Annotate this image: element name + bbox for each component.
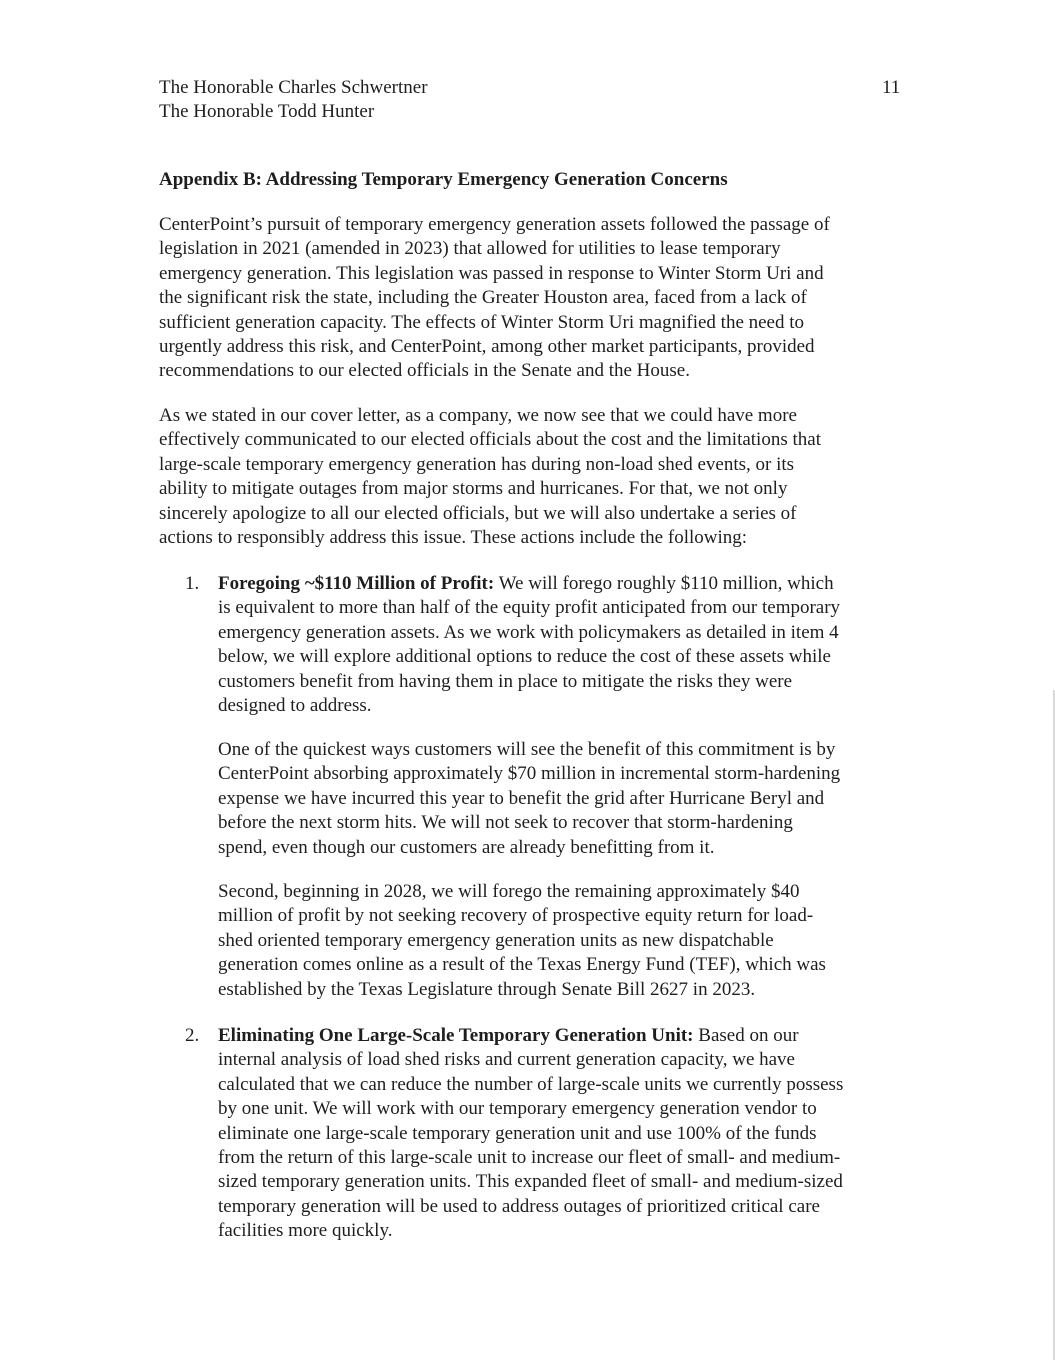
text-line: effectively communicated to our elected officials about the cost and the limitations that [159,429,821,451]
paragraph-background [159,213,899,384]
text-line: spend, even though our customers are already benefitting from it. [218,836,715,858]
text-line: internal analysis of load shed risks and current generation capacity, we have [218,1049,795,1071]
list-number: 2. [185,1025,200,1046]
text-line: million of profit by not seeking recovery of prospective equity return for load- [218,905,814,927]
text-line: ability to mitigate outages from major storms and hurricanes. For that, we not only [159,478,788,500]
text-line: shed oriented temporary emergency generation units as new dispatchable [218,929,774,951]
text-line: before the next storm hits. We will not seek to recover that storm-hardening [218,812,793,834]
text-line: below, we will explore additional options to reduce the cost of these assets while [218,646,831,668]
text-line: large-scale temporary emergency generation has during non-load shed events, or its [159,453,795,475]
text-line: from the return of this large-scale unit to increase our fleet of small- and medium- [218,1147,841,1169]
text-line: eliminate one large-scale temporary generation unit and use 100% of the funds [218,1122,817,1144]
appendix-heading: Appendix B: Addressing Temporary Emergency Generation Concerns [159,169,728,190]
text-line: As we stated in our cover letter, as a company, we now see that we could have more [159,405,797,426]
addressee-line: The Honorable Todd Hunter [159,101,375,122]
text-line: designed to address. [218,695,372,717]
page-number: 11 [882,77,901,98]
text-line: expense we have incurred this year to benefit the grid after Hurricane Beryl and [218,787,825,809]
list-item-title: Eliminating One Large-Scale Temporary Generation Unit: [218,1025,694,1046]
text-line: generation comes online as a result of the Texas Energy Fund (TEF), which was [218,954,826,976]
text-line [218,1024,908,1048]
text-line: urgently address this risk, and CenterPoint, among other market participants, provided [159,336,815,358]
text-line: sufficient generation capacity. The effects of Winter Storm Uri magnified the need to [159,311,805,333]
paragraph-apology [159,404,899,550]
list-item-title: Foregoing ~$110 Million of Profit: [218,573,495,594]
text-line: legislation in 2021 (amended in 2023) that allowed for utilities to lease temporary [159,238,781,260]
text-line: actions to responsibly address this issue. These actions include the following: [159,527,748,549]
text-line: calculated that we can reduce the number of large-scale units we currently possess [218,1073,844,1095]
text-line: customers benefit from having them in place to mitigate the risks they were [218,670,793,692]
text-line: established by the Texas Legislature through Senate Bill 2627 in 2023. [218,978,756,1000]
text-run: Based on our [693,1025,799,1046]
text-line: facilities more quickly. [218,1220,393,1242]
text-line: temporary generation will be used to address outages of prioritized critical care [218,1195,820,1217]
text-line: Second, beginning in 2028, we will forego the remaining approximately $40 [218,881,800,902]
text-line: CenterPoint’s pursuit of temporary emergency generation assets followed the passage of [159,214,830,235]
text-line: emergency generation assets. As we work with policymakers as detailed in item 4 [218,621,839,643]
list-item-body [218,572,908,718]
list-item-body [218,1024,908,1244]
text-run: We will forego roughly $110 million, which [494,573,834,594]
sub-paragraph-storm-hardening [218,738,908,860]
text-line: recommendations to our elected officials in the Senate and the House. [159,360,690,382]
text-line: emergency generation. This legislation was passed in response to Winter Storm Uri and [159,262,824,284]
sub-paragraph-tef [218,880,908,1002]
addressee-block [159,76,428,124]
text-line: One of the quickest ways customers will see the benefit of this commitment is by [218,739,836,760]
text-line: is equivalent to more than half of the equity profit anticipated from our temporary [218,597,841,619]
text-line: sincerely apologize to all our elected officials, but we will also undertake a series of [159,502,797,524]
text-line: sized temporary generation units. This expanded fleet of small- and medium-sized [218,1171,843,1193]
text-line: the significant risk the state, including the Greater Houston area, faced from a lack of [159,287,807,309]
list-number: 1. [185,573,200,594]
addressee-line: The Honorable Charles Schwertner [159,77,428,98]
text-line [218,572,908,596]
text-line: by one unit. We will work with our temporary emergency generation vendor to [218,1098,817,1120]
text-line: CenterPoint absorbing approximately $70 million in incremental storm-hardening [218,763,841,785]
